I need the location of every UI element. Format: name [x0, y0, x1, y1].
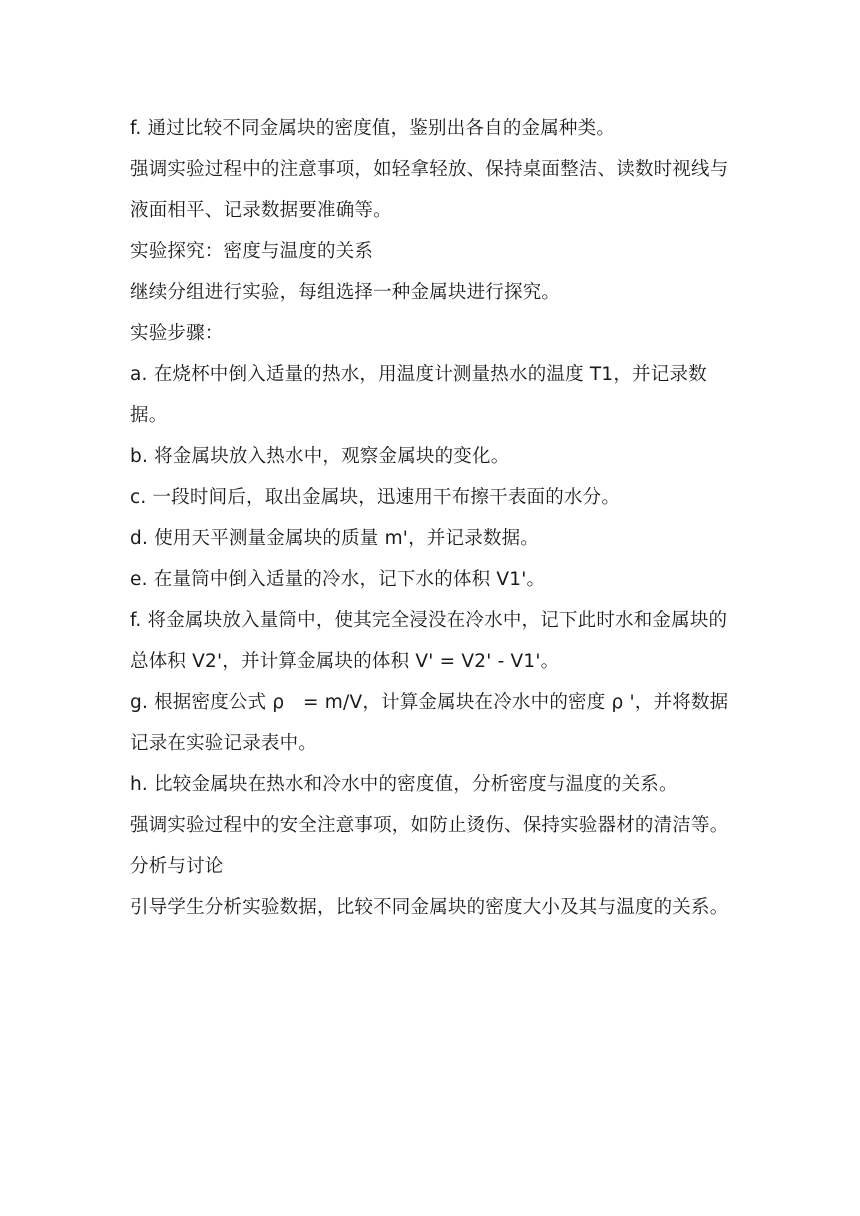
steps-heading: 实验步骤：	[130, 323, 224, 344]
precautions-note: 强调实验过程中的注意事项，如轻拿轻放、保持桌面整洁、读数时视线与液面相平、记录数据要准确等。	[130, 159, 729, 221]
safety-note: 强调实验过程中的安全注意事项，如防止烫伤、保持实验器材的清洁等。	[130, 815, 729, 836]
group-experiment-intro: 继续分组进行实验，每组选择一种金属块进行探究。	[130, 282, 561, 303]
step-a: a. 在烧杯中倒入适量的热水，用温度计测量热水的温度 T1，并记录数据。	[130, 364, 707, 426]
step-d: d. 使用天平测量金属块的质量 m'，并记录数据。	[130, 528, 539, 549]
step-f: f. 将金属块放入量筒中，使其完全浸没在冷水中，记下此时水和金属块的总体积 V2'，并计算金属块的体积 V' = V2' - V1'。	[130, 610, 728, 672]
step-b: b. 将金属块放入热水中，观察金属块的变化。	[130, 446, 510, 467]
section-heading-density-temperature: 实验探究：密度与温度的关系	[130, 241, 374, 262]
step-g: g. 根据密度公式 ρ = m/V，计算金属块在冷水中的密度 ρ '，并将数据记录在实验记录表中。	[130, 692, 729, 754]
step-c: c. 一段时间后，取出金属块，迅速用干布擦干表面的水分。	[130, 487, 621, 508]
document-body	[130, 108, 730, 928]
step-e: e. 在量筒中倒入适量的冷水，记下水的体积 V1'。	[130, 569, 546, 590]
step-f-identify-metal: f. 通过比较不同金属块的密度值，鉴别出各自的金属种类。	[130, 118, 616, 139]
analysis-guidance: 引导学生分析实验数据，比较不同金属块的密度大小及其与温度的关系。	[130, 897, 729, 918]
section-heading-analysis: 分析与讨论	[130, 856, 224, 877]
step-h: h. 比较金属块在热水和冷水中的密度值，分析密度与温度的关系。	[130, 774, 678, 795]
